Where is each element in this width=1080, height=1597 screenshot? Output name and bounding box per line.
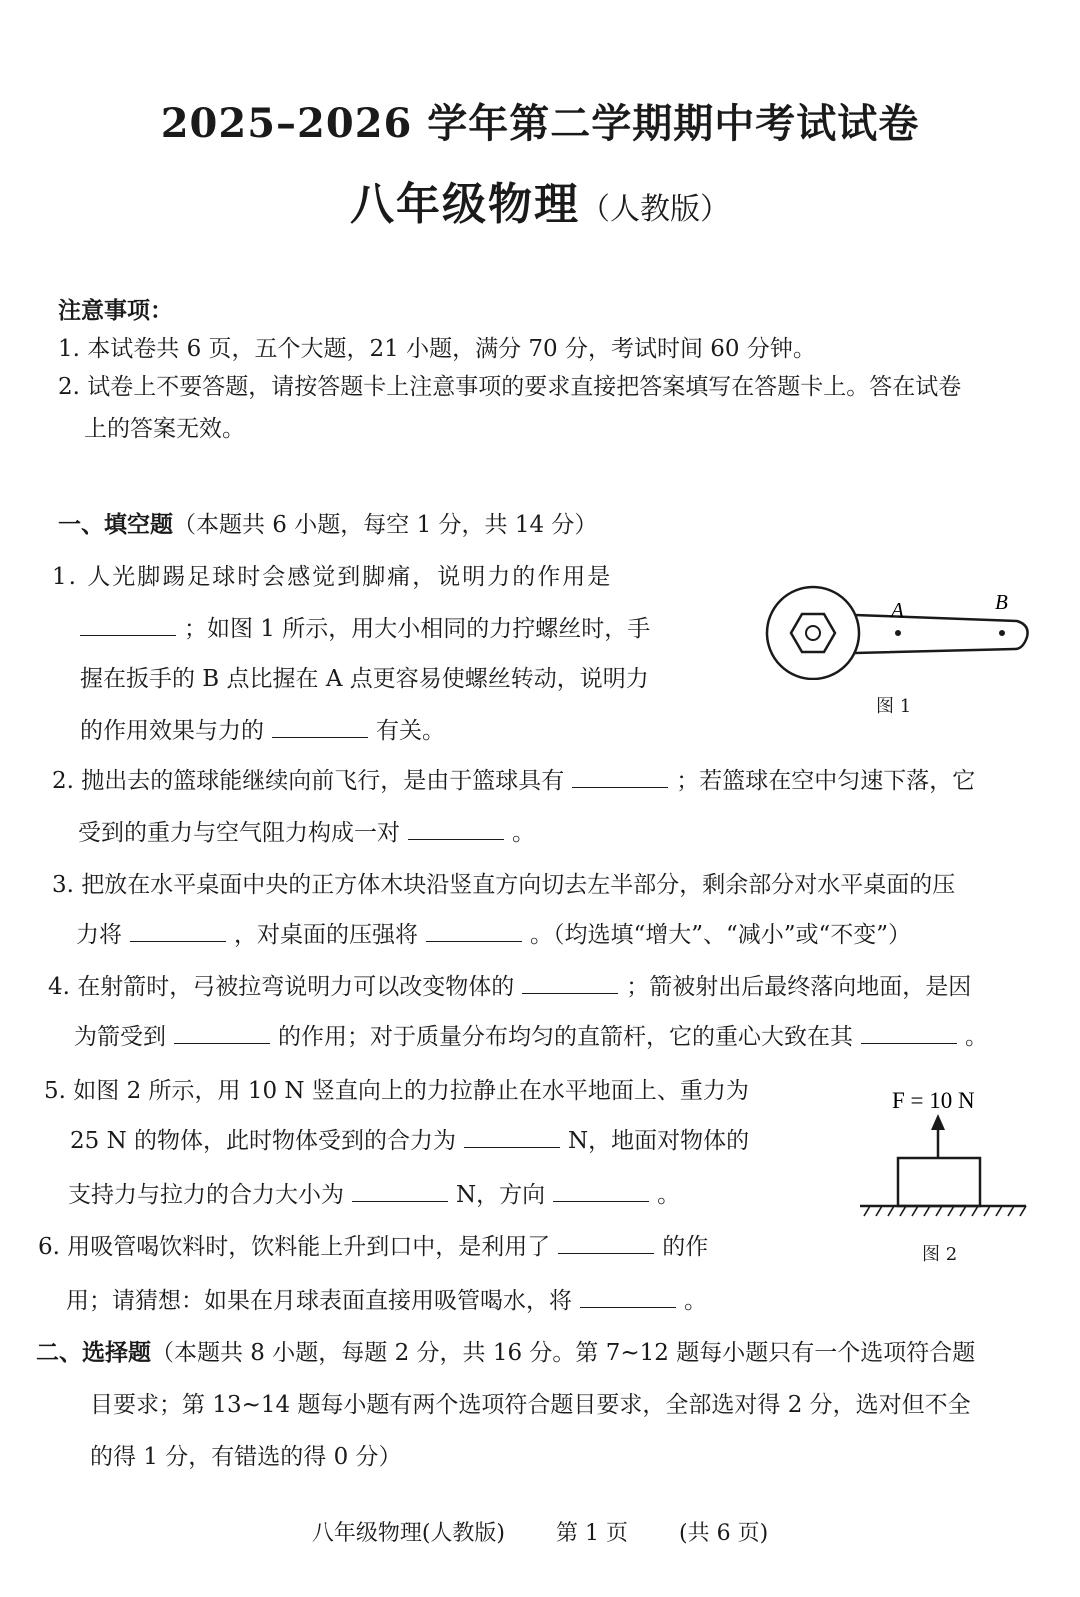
q3-text: 力将 [76, 922, 122, 948]
answer-blank [572, 767, 668, 788]
q5-text: N，方向 [456, 1182, 546, 1208]
section2-title: 二、选择题 [36, 1339, 151, 1366]
page-footer [0, 1516, 1080, 1547]
q1-text: ；如图 1 所示，用大小相同的力拧螺丝时，手 [184, 616, 651, 642]
q6-text: 的作 [662, 1234, 709, 1260]
q2-text: 。 [512, 820, 535, 846]
q2-line2 [78, 818, 535, 848]
q4-line2 [74, 1022, 988, 1052]
q5-text: 。 [657, 1182, 681, 1208]
answer-blank [426, 921, 522, 942]
point-b [999, 630, 1005, 636]
answer-blank [174, 1023, 270, 1044]
figure2-caption: 图 2 [922, 1244, 958, 1265]
q6-text: 6. 用吸管喝饮料时，饮料能上升到口中，是利用了 [38, 1234, 551, 1260]
point-a [895, 630, 901, 636]
label-a: A [891, 598, 904, 622]
subject-title [0, 168, 1080, 232]
answer-blank [80, 615, 176, 636]
q2-text: 2. 抛出去的篮球能继续向前飞行，是由于篮球具有 [52, 768, 565, 794]
answer-blank [558, 1233, 654, 1254]
section1-note: （本题共 6 小题，每空 1 分，共 14 分） [173, 512, 598, 538]
q5-line2 [70, 1126, 749, 1156]
q2-line1 [52, 766, 975, 796]
section2-line3: 的得 1 分，有错选的得 0 分） [90, 1444, 402, 1470]
note-item: 1. 本试卷共 6 页，五个大题，21 小题，满分 70 分，考试时间 60 分钟。 [58, 336, 816, 362]
force-arrow-head [931, 1114, 945, 1130]
figure1-wrench [765, 585, 1035, 680]
q4-text: ；箭被射出后最终落向地面，是因 [626, 974, 972, 1000]
q1-text: 有关。 [376, 718, 445, 744]
note-item: 上的答案无效。 [84, 416, 245, 442]
answer-blank [272, 717, 368, 738]
q2-text: ；若篮球在空中匀速下落，它 [676, 768, 976, 794]
q4-text: 4. 在射箭时，弓被拉弯说明力可以改变物体的 [48, 974, 515, 1000]
note-item: 2. 试卷上不要答题，请按答题卡上注意事项的要求直接把答案填写在答题卡上。答在试卷 [58, 374, 962, 400]
notes-heading: 注意事项： [58, 297, 173, 324]
q6-text: 。 [684, 1288, 707, 1314]
section2-line2: 目要求；第 13~14 题每小题有两个选项符合题目要求，全部选对得 2 分，选对但不全 [90, 1392, 971, 1418]
q5-text: 支持力与拉力的合力大小为 [68, 1182, 344, 1208]
q4-line1 [48, 972, 971, 1002]
answer-blank [130, 921, 226, 942]
q3-line2 [76, 920, 911, 950]
answer-blank [464, 1127, 560, 1148]
force-label: F = 10 N [892, 1088, 975, 1113]
q6-line2 [66, 1286, 707, 1316]
q2-text: 受到的重力与空气阻力构成一对 [78, 820, 400, 846]
q3-line1: 3. 把放在水平桌面中央的正方体木块沿竖直方向切去左半部分，剩余部分对水平桌面的压 [52, 872, 956, 898]
q4-text: 。 [965, 1024, 988, 1050]
q5-line3 [68, 1180, 680, 1210]
q1-line4 [80, 716, 445, 746]
answer-blank [408, 819, 504, 840]
q1-line3: 握在扳手的 B 点比握在 A 点更容易使螺丝转动，说明力 [80, 666, 649, 692]
answer-blank [553, 1181, 649, 1202]
q1-text: 的作用效果与力的 [80, 718, 264, 744]
answer-blank [522, 973, 618, 994]
q1-line1: 1. 人光脚踢足球时会感觉到脚痛，说明力的作用是 [52, 564, 613, 590]
q6-line1 [38, 1232, 708, 1262]
section2-note: （本题共 8 小题，每题 2 分，共 16 分。第 7~12 题每小题只有一个选项符合题 [151, 1340, 976, 1366]
answer-blank [580, 1287, 676, 1308]
footer-total: (共 6 页) [679, 1521, 769, 1546]
hex-nut [791, 614, 835, 652]
ground-hatch [864, 1206, 1026, 1216]
section1-title: 一、填空题 [58, 511, 173, 538]
label-b: B [995, 590, 1008, 614]
answer-blank [861, 1023, 957, 1044]
q6-text: 用；请猜想：如果在月球表面直接用吸管喝水，将 [66, 1288, 572, 1314]
q1-line2 [80, 614, 650, 644]
exam-title: 2025–2026 学年第二学期期中考试试卷 [160, 100, 920, 147]
q3-text: ，对桌面的压强将 [234, 922, 418, 948]
footer-page: 第 1 页 [556, 1521, 628, 1546]
block [898, 1158, 980, 1206]
edition-label: （人教版） [580, 192, 730, 227]
footer-subject: 八年级物理(人教版) [311, 1521, 506, 1546]
q5-line1: 5. 如图 2 所示，用 10 N 竖直向上的力拉静止在水平地面上、重力为 [44, 1078, 749, 1104]
section1-heading [58, 510, 597, 540]
q3-text: 。（均选填“增大”、“减小”或“不变”） [530, 922, 912, 948]
q5-text: 25 N 的物体，此时物体受到的合力为 [70, 1128, 457, 1154]
q5-text: N，地面对物体的 [568, 1128, 750, 1154]
figure2-block [850, 1080, 1040, 1220]
q4-text: 的作用；对于质量分布均匀的直箭杆，它的重心大致在其 [278, 1024, 853, 1050]
answer-blank [352, 1181, 448, 1202]
subject-name: 八年级物理 [350, 179, 580, 230]
section2-line1 [36, 1338, 975, 1368]
q4-text: 为箭受到 [74, 1024, 166, 1050]
figure1-caption: 图 1 [876, 696, 912, 717]
